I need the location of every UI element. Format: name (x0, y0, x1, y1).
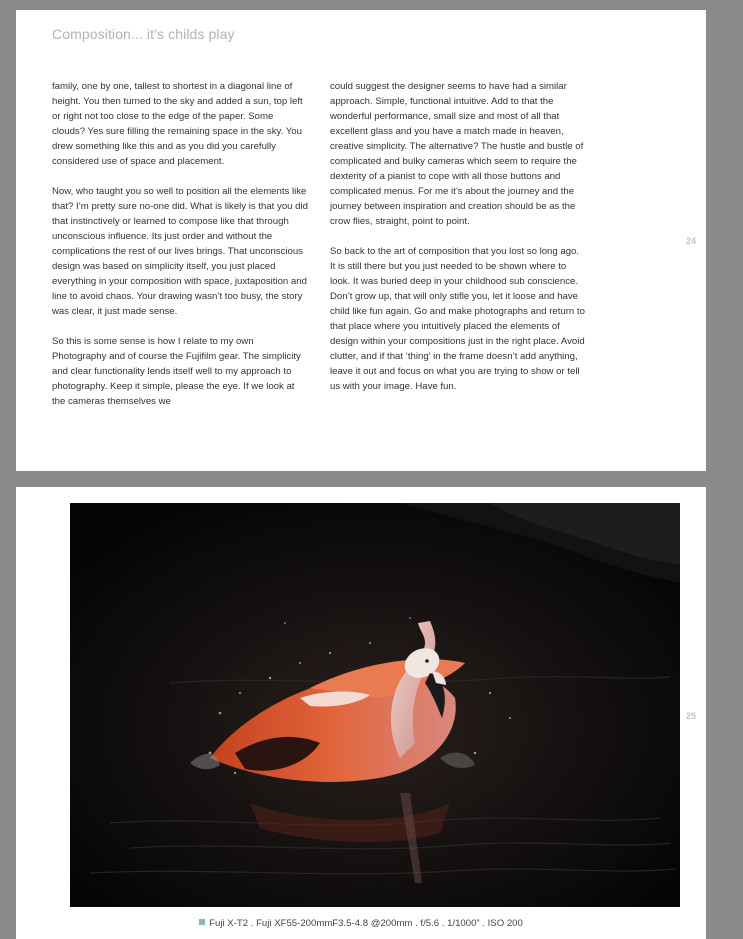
right-page (16, 487, 706, 939)
page-number: 25 (685, 711, 696, 721)
caption-marker-icon (199, 919, 205, 925)
paragraph: So this is some sense is how I relate to my own Photography and of course the Fujifilm gear. The simplicity and clear functionality lends itself well to my approach to photography. Keep it simple, please the eye. If we look at the cameras themselves we (52, 336, 301, 407)
page-number: 24 (685, 236, 696, 246)
text-column-left (52, 79, 308, 424)
paragraph: So back to the art of composition that you lost so long ago. It is still there but you just needed to be shown where to look. It was buried deep in your childhood sub conscience. Don’t grow up, that will only stifle you, let it loose and have child like fun again. Go and make photographs and return to that place where you intuitively placed the elements of design within your compositions just in the right place. Avoid clutter, and if that ‘thing’ in the frame doesn’t add anything, leave it out and focus on what you are trying to show or tell us with your image. Have fun. (330, 246, 585, 392)
text-column-right (330, 79, 586, 409)
flamingo-photo (70, 503, 680, 907)
paragraph: family, one by one, tallest to shortest in a diagonal line of height. You then turned to the sky and added a sun, top left or right not too close to the edge of the paper. Some clouds? Yes sure filling the remaining space in the sky. You drew something like this and as you did you carefully considered use of space and placement. (52, 81, 303, 167)
caption-text: Fuji X-T2 . Fuji XF55-200mmF3.5-4.8 @200mm . f/5.6 . 1/1000” . ISO 200 (209, 918, 523, 929)
paragraph: could suggest the designer seems to have had a similar approach. Simple, functional intuitive. Add to that the wonderful performance, small size and most of all that excellent glass and you have a match made in heaven, creative simplicity. The alternative? The hustle and bustle of complicated and bulky cameras which seem to require the dexterity of a pianist to cope with all those buttons and complicated menus. For me it’s about the journey and the journey between inspiration and creation should be as the crow flies, straight, point to point. (330, 81, 584, 227)
paragraph: Now, who taught you so well to position all the elements like that? I’m pretty sure no-one did. What is likely is that you did that instinctively or learned to compose like that through unconscious influence. Its just order and without the complications the rest of our lives brings. That unconscious design was based on simplicity itself, you just placed everything in your composition with space, juxtaposition and line to avoid chaos. Your drawing wasn’t too busy, the story was clear, it just made sense. (52, 186, 308, 317)
photo-caption (16, 918, 706, 929)
left-page (16, 10, 706, 471)
running-title: Composition... it’s childs play (52, 26, 235, 42)
